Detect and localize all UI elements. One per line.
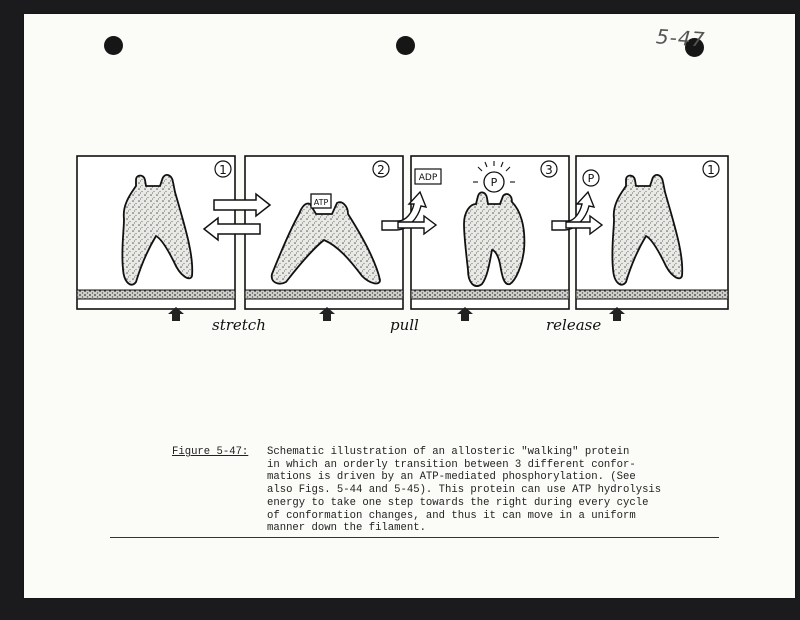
atp-tag: ATP [313, 198, 329, 207]
caption-text: Schematic illustration of an allosteric "walking" protein in which an orderly transition between 3 different confor- mations is driven by an ATP-mediated phosphorylation. (See also Figs. 5-44 and 5-45). This protein can use ATP hydrolysis energy to take one step towards the right during every cycle of conformation changes, and thus it can move in a uniform manner down the filament. [267, 446, 662, 535]
panel-4 [576, 156, 728, 309]
divider [110, 537, 719, 538]
step-label-release: release [546, 316, 602, 334]
step-label-stretch: stretch [212, 316, 266, 334]
panel-number: 3 [545, 163, 553, 177]
panel-number: 1 [707, 163, 715, 177]
step-label-pull: pull [390, 316, 419, 334]
adp-tag: ADP [418, 173, 438, 183]
panel-number: 1 [219, 163, 227, 177]
page-number: 5-47 [655, 24, 707, 52]
phosphate-label: P [587, 172, 595, 185]
phosphate-label: P [490, 176, 498, 189]
caption-label: Figure 5-47: [172, 446, 249, 458]
panel-number: 2 [377, 163, 385, 177]
panel-2 [245, 156, 403, 309]
document-page [24, 14, 795, 598]
